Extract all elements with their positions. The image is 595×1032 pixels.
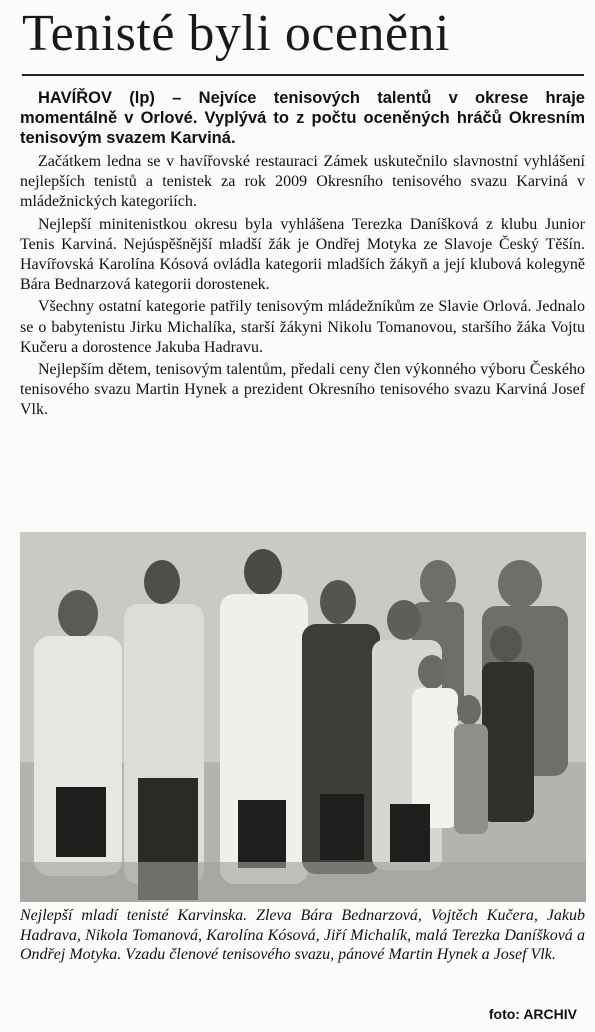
article-body xyxy=(20,152,585,423)
lead-text: HAVÍŘOV (lp) – Nejvíce tenisových talentů v okrese hraje momentálně v Orlové. Vyplývá to z počtu oceněných hráčů Okresním tenisovým svazem Karviná. xyxy=(20,89,585,147)
group-photo xyxy=(20,532,586,902)
headline-rule xyxy=(22,74,584,76)
article-lead xyxy=(20,88,585,148)
group-photo-illustration xyxy=(20,532,586,902)
photo-caption: Nejlepší mladí tenisté Karvinska. Zleva Bára Bednarzová, Vojtěch Kučera, Jakub Hadrava, Nikola Tomanová, Karolína Kósová, Jiří Michalík, malá Terezka Daníšková a Ondřej Motyka. Vzadu členové tenisového svazu, pánové Martin Hynek a Josef Vlk. xyxy=(20,907,585,963)
paragraph: Nejlepším dětem, tenisovým talentům, předali ceny člen výkonného výboru Českého tenisového svazu Martin Hynek a prezident Okresního tenisového svazu Karviná Josef Vlk. xyxy=(20,361,585,419)
article-headline: Tenisté byli oceněni xyxy=(22,5,451,62)
paragraph: Všechny ostatní kategorie patřily tenisovým mládežníkům ze Slavie Orlová. Jednalo se o babytenistu Jirku Michalíka, starší žákyni Nikolu Tomanovou, staršího žáka Vojtu Kučeru a dorostence Jakuba Hadravu. xyxy=(20,298,585,356)
paragraph: Nejlepší minitenistkou okresu byla vyhlášena Terezka Daníšková z klubu Junior Tenis Karviná. Nejúspěšnější mladší žák je Ondřej Motyka ze Slavoje Český Těšín. Havířovská Karolína Kósová ovládla kategorii mladších žákyň a její klubová kolegyně Bára Bednarzová kategorii dorostenek. xyxy=(20,215,585,294)
paragraph: Začátkem ledna se v havířovské restauraci Zámek uskutečnilo slavnostní vyhlášení nejlepších tenistů a tenistek za rok 2009 Okresního tenisového svazu Karviná v mládežnických kategoriích. xyxy=(20,153,585,211)
photo-credit: foto: ARCHIV xyxy=(488,1006,577,1022)
